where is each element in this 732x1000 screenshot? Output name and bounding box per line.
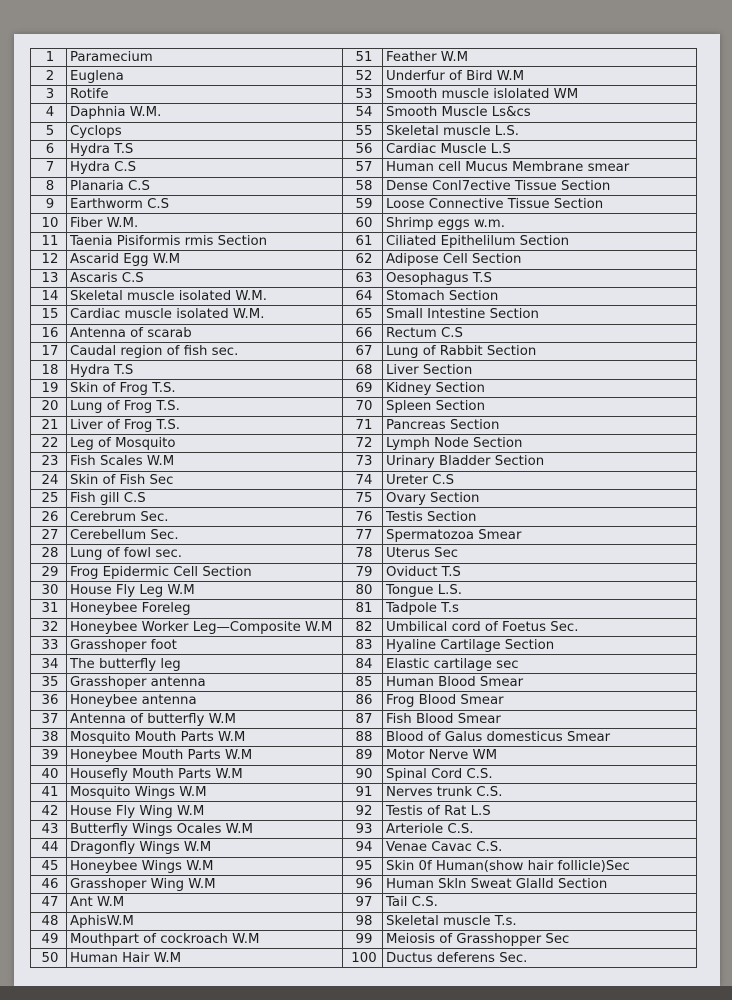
table-row <box>31 379 697 397</box>
slide-number: 57 <box>343 159 383 177</box>
slide-number: 52 <box>343 67 383 85</box>
slide-name: Oviduct T.S <box>383 563 697 581</box>
slide-number: 76 <box>343 508 383 526</box>
slide-number: 25 <box>31 490 67 508</box>
slide-name: Human cell Mucus Membrane smear <box>383 159 697 177</box>
slide-number: 95 <box>343 857 383 875</box>
slide-number: 69 <box>343 379 383 397</box>
table-row <box>31 453 697 471</box>
slide-number: 53 <box>343 85 383 103</box>
slide-name: Smooth muscle islolated WM <box>383 85 697 103</box>
slide-name: Nerves trunk C.S. <box>383 784 697 802</box>
slide-name: Spleen Section <box>383 398 697 416</box>
slide-number: 18 <box>31 361 67 379</box>
table-row <box>31 471 697 489</box>
slide-number: 78 <box>343 545 383 563</box>
slide-number: 81 <box>343 600 383 618</box>
table-row <box>31 177 697 195</box>
slide-number: 83 <box>343 637 383 655</box>
slide-name: Arteriole C.S. <box>383 820 697 838</box>
table-row <box>31 159 697 177</box>
slide-number: 47 <box>31 894 67 912</box>
slide-number: 60 <box>343 214 383 232</box>
slide-name: Spinal Cord C.S. <box>383 765 697 783</box>
slide-number: 66 <box>343 324 383 342</box>
slide-name: Loose Connective Tissue Section <box>383 196 697 214</box>
slide-name: Spermatozoa Smear <box>383 526 697 544</box>
table-row <box>31 361 697 379</box>
slide-number: 67 <box>343 343 383 361</box>
slide-name: Skin of Frog T.S. <box>67 379 343 397</box>
slide-name: House Fly Wing W.M <box>67 802 343 820</box>
slide-number: 85 <box>343 673 383 691</box>
table-row <box>31 287 697 305</box>
table-row <box>31 802 697 820</box>
slide-name: Testis of Rat L.S <box>383 802 697 820</box>
slide-name: Dragonfly Wings W.M <box>67 839 343 857</box>
table-row <box>31 434 697 452</box>
slide-name: Housefly Mouth Parts W.M <box>67 765 343 783</box>
slide-number: 2 <box>31 67 67 85</box>
slide-number: 63 <box>343 269 383 287</box>
slide-name: Venae Cavac C.S. <box>383 839 697 857</box>
slide-number: 4 <box>31 104 67 122</box>
slide-number: 12 <box>31 251 67 269</box>
slide-name: Hydra C.S <box>67 159 343 177</box>
slide-number: 74 <box>343 471 383 489</box>
slide-name: Lung of fowl sec. <box>67 545 343 563</box>
slide-number: 82 <box>343 618 383 636</box>
slide-number: 16 <box>31 324 67 342</box>
slide-name: Fish Scales W.M <box>67 453 343 471</box>
table-row <box>31 306 697 324</box>
slide-number: 24 <box>31 471 67 489</box>
slide-number: 70 <box>343 398 383 416</box>
slide-number: 71 <box>343 416 383 434</box>
slide-name: Elastic cartilage sec <box>383 655 697 673</box>
slide-name: Cerebrum Sec. <box>67 508 343 526</box>
slide-name: Underfur of Bird W.M <box>383 67 697 85</box>
table-row <box>31 343 697 361</box>
slide-number: 40 <box>31 765 67 783</box>
slide-number: 14 <box>31 287 67 305</box>
slide-name: Antenna of scarab <box>67 324 343 342</box>
table-surface-shadow <box>0 986 732 1000</box>
slide-number: 34 <box>31 655 67 673</box>
slide-name: Caudal region of fish sec. <box>67 343 343 361</box>
slide-name: Umbilical cord of Foetus Sec. <box>383 618 697 636</box>
slide-name: Honeybee Worker Leg—Composite W.M <box>67 618 343 636</box>
slide-number: 54 <box>343 104 383 122</box>
table-row <box>31 214 697 232</box>
slide-name: Liver Section <box>383 361 697 379</box>
slide-name: Human Skln Sweat Glalld Section <box>383 875 697 893</box>
slide-name: Lymph Node Section <box>383 434 697 452</box>
slide-name: AphisW.M <box>67 912 343 930</box>
slide-number: 7 <box>31 159 67 177</box>
slide-name: Frog Epidermic Cell Section <box>67 563 343 581</box>
slide-name: Honeybee Foreleg <box>67 600 343 618</box>
slide-number: 3 <box>31 85 67 103</box>
slide-number: 73 <box>343 453 383 471</box>
table-row <box>31 839 697 857</box>
table-row <box>31 67 697 85</box>
slide-name: Cerebellum Sec. <box>67 526 343 544</box>
slide-name: Mouthpart of cockroach W.M <box>67 931 343 949</box>
slide-number: 15 <box>31 306 67 324</box>
slide-number: 11 <box>31 232 67 250</box>
table-row <box>31 196 697 214</box>
slide-number: 94 <box>343 839 383 857</box>
slide-name: Grasshoper foot <box>67 637 343 655</box>
table-row <box>31 728 697 746</box>
slide-name: Smooth Muscle Ls&cs <box>383 104 697 122</box>
slide-name: Skin 0f Human(show hair follicle)Sec <box>383 857 697 875</box>
slide-number: 55 <box>343 122 383 140</box>
slide-number: 45 <box>31 857 67 875</box>
slide-name: Skeletal muscle T.s. <box>383 912 697 930</box>
slide-name: Ductus deferens Sec. <box>383 949 697 968</box>
table-row <box>31 637 697 655</box>
table-row <box>31 49 697 67</box>
slide-name: Hydra T.S <box>67 361 343 379</box>
slide-name: Urinary Bladder Section <box>383 453 697 471</box>
table-row <box>31 563 697 581</box>
slide-number: 38 <box>31 728 67 746</box>
table-row <box>31 912 697 930</box>
slide-name: Stomach Section <box>383 287 697 305</box>
slide-number: 33 <box>31 637 67 655</box>
slide-number: 46 <box>31 875 67 893</box>
slide-name: Earthworm C.S <box>67 196 343 214</box>
slide-number: 75 <box>343 490 383 508</box>
slide-name: Ureter C.S <box>383 471 697 489</box>
slide-number: 30 <box>31 581 67 599</box>
slide-name: Dense Conl7ective Tissue Section <box>383 177 697 195</box>
table-row <box>31 526 697 544</box>
slide-name: Honeybee antenna <box>67 692 343 710</box>
table-row <box>31 820 697 838</box>
slide-name: Cardiac muscle isolated W.M. <box>67 306 343 324</box>
table-row <box>31 104 697 122</box>
slide-name: Oesophagus T.S <box>383 269 697 287</box>
slide-number: 99 <box>343 931 383 949</box>
slide-number: 89 <box>343 747 383 765</box>
slide-number: 49 <box>31 931 67 949</box>
slide-number: 96 <box>343 875 383 893</box>
slide-name: Tadpole T.s <box>383 600 697 618</box>
slide-number: 65 <box>343 306 383 324</box>
slide-name: Taenia Pisiformis rmis Section <box>67 232 343 250</box>
slide-name: Shrimp eggs w.m. <box>383 214 697 232</box>
table-row <box>31 857 697 875</box>
table-row <box>31 931 697 949</box>
slide-number: 51 <box>343 49 383 67</box>
slide-number: 72 <box>343 434 383 452</box>
slide-name: Liver of Frog T.S. <box>67 416 343 434</box>
slide-name: Lung of Rabbit Section <box>383 343 697 361</box>
slide-number: 87 <box>343 710 383 728</box>
table-row <box>31 655 697 673</box>
slide-name: Mosquito Wings W.M <box>67 784 343 802</box>
table-row <box>31 747 697 765</box>
slide-number: 64 <box>343 287 383 305</box>
slide-name: Cyclops <box>67 122 343 140</box>
table-row <box>31 545 697 563</box>
slide-number: 42 <box>31 802 67 820</box>
table-row <box>31 508 697 526</box>
slide-name: Euglena <box>67 67 343 85</box>
table-row <box>31 85 697 103</box>
slide-number: 13 <box>31 269 67 287</box>
table-row <box>31 122 697 140</box>
slide-number: 97 <box>343 894 383 912</box>
table-row <box>31 894 697 912</box>
slide-name: Leg of Mosquito <box>67 434 343 452</box>
slide-name: House Fly Leg W.M <box>67 581 343 599</box>
slide-name: Planaria C.S <box>67 177 343 195</box>
table-row <box>31 490 697 508</box>
table-row <box>31 232 697 250</box>
table-row <box>31 581 697 599</box>
slide-number: 31 <box>31 600 67 618</box>
slide-number: 48 <box>31 912 67 930</box>
slide-number: 58 <box>343 177 383 195</box>
slide-number: 39 <box>31 747 67 765</box>
table-row <box>31 710 697 728</box>
slide-name: Uterus Sec <box>383 545 697 563</box>
table-row <box>31 765 697 783</box>
slide-name: Tail C.S. <box>383 894 697 912</box>
slide-name: Ascaris C.S <box>67 269 343 287</box>
table-row <box>31 251 697 269</box>
slide-name: Cardiac Muscle L.S <box>383 140 697 158</box>
slide-number: 1 <box>31 49 67 67</box>
table-row <box>31 324 697 342</box>
slide-number: 93 <box>343 820 383 838</box>
slide-name: Skin of Fish Sec <box>67 471 343 489</box>
slide-number: 10 <box>31 214 67 232</box>
table-row <box>31 416 697 434</box>
slide-number: 100 <box>343 949 383 968</box>
slide-name: Adipose Cell Section <box>383 251 697 269</box>
slide-name: The butterfly leg <box>67 655 343 673</box>
slide-number: 61 <box>343 232 383 250</box>
slide-name: Testis Section <box>383 508 697 526</box>
slide-name: Meiosis of Grasshopper Sec <box>383 931 697 949</box>
slide-name: Pancreas Section <box>383 416 697 434</box>
slide-name: Human Hair W.M <box>67 949 343 968</box>
slide-number: 92 <box>343 802 383 820</box>
slide-name: Fiber W.M. <box>67 214 343 232</box>
slide-name: Ovary Section <box>383 490 697 508</box>
slide-name: Lung of Frog T.S. <box>67 398 343 416</box>
table-row <box>31 618 697 636</box>
slide-name: Frog Blood Smear <box>383 692 697 710</box>
slide-name: Hydra T.S <box>67 140 343 158</box>
table-row <box>31 398 697 416</box>
slide-number: 32 <box>31 618 67 636</box>
table-row <box>31 784 697 802</box>
table-row <box>31 600 697 618</box>
slide-number: 84 <box>343 655 383 673</box>
slide-name: Ascarid Egg W.M <box>67 251 343 269</box>
slide-number: 17 <box>31 343 67 361</box>
slide-number: 26 <box>31 508 67 526</box>
table-row <box>31 269 697 287</box>
slide-name: Fish gill C.S <box>67 490 343 508</box>
slide-name: Grasshoper Wing W.M <box>67 875 343 893</box>
slide-name: Butterfly Wings Ocales W.M <box>67 820 343 838</box>
table-row <box>31 692 697 710</box>
slide-number: 8 <box>31 177 67 195</box>
slide-number: 29 <box>31 563 67 581</box>
slide-number: 86 <box>343 692 383 710</box>
slide-name: Rectum C.S <box>383 324 697 342</box>
slide-name: Paramecium <box>67 49 343 67</box>
slide-name: Skeletal muscle isolated W.M. <box>67 287 343 305</box>
slide-number: 35 <box>31 673 67 691</box>
slide-number: 37 <box>31 710 67 728</box>
slide-number: 79 <box>343 563 383 581</box>
slide-list-table <box>30 48 697 968</box>
slide-number: 36 <box>31 692 67 710</box>
table-row <box>31 140 697 158</box>
slide-number: 59 <box>343 196 383 214</box>
slide-number: 77 <box>343 526 383 544</box>
slide-number: 21 <box>31 416 67 434</box>
slide-number: 41 <box>31 784 67 802</box>
slide-number: 91 <box>343 784 383 802</box>
slide-name: Tongue L.S. <box>383 581 697 599</box>
slide-number: 50 <box>31 949 67 968</box>
slide-name: Mosquito Mouth Parts W.M <box>67 728 343 746</box>
slide-number: 56 <box>343 140 383 158</box>
slide-number: 19 <box>31 379 67 397</box>
slide-number: 80 <box>343 581 383 599</box>
table-row <box>31 875 697 893</box>
slide-name: Blood of Galus domesticus Smear <box>383 728 697 746</box>
slide-name: Ciliated Epithelilum Section <box>383 232 697 250</box>
slide-name: Ant W.M <box>67 894 343 912</box>
slide-name: Honeybee Mouth Parts W.M <box>67 747 343 765</box>
slide-name: Motor Nerve WM <box>383 747 697 765</box>
slide-number: 20 <box>31 398 67 416</box>
slide-number: 62 <box>343 251 383 269</box>
slide-number: 22 <box>31 434 67 452</box>
slide-name: Daphnia W.M. <box>67 104 343 122</box>
slide-name: Antenna of butterfly W.M <box>67 710 343 728</box>
slide-number: 43 <box>31 820 67 838</box>
slide-number: 44 <box>31 839 67 857</box>
slide-number: 98 <box>343 912 383 930</box>
slide-name: Grasshoper antenna <box>67 673 343 691</box>
slide-name: Rotife <box>67 85 343 103</box>
slide-number: 6 <box>31 140 67 158</box>
slide-number: 68 <box>343 361 383 379</box>
slide-name: Honeybee Wings W.M <box>67 857 343 875</box>
slide-name: Feather W.M <box>383 49 697 67</box>
table-row <box>31 949 697 968</box>
slide-name: Hyaline Cartilage Section <box>383 637 697 655</box>
slide-name: Skeletal muscle L.S. <box>383 122 697 140</box>
slide-name: Kidney Section <box>383 379 697 397</box>
slide-number: 9 <box>31 196 67 214</box>
slide-name: Small Intestine Section <box>383 306 697 324</box>
paper-sheet <box>14 34 720 986</box>
slide-number: 88 <box>343 728 383 746</box>
slide-number: 5 <box>31 122 67 140</box>
slide-number: 28 <box>31 545 67 563</box>
slide-name: Human Blood Smear <box>383 673 697 691</box>
slide-number: 27 <box>31 526 67 544</box>
table-row <box>31 673 697 691</box>
slide-list-body <box>31 49 697 968</box>
slide-number: 23 <box>31 453 67 471</box>
slide-name: Fish Blood Smear <box>383 710 697 728</box>
slide-number: 90 <box>343 765 383 783</box>
